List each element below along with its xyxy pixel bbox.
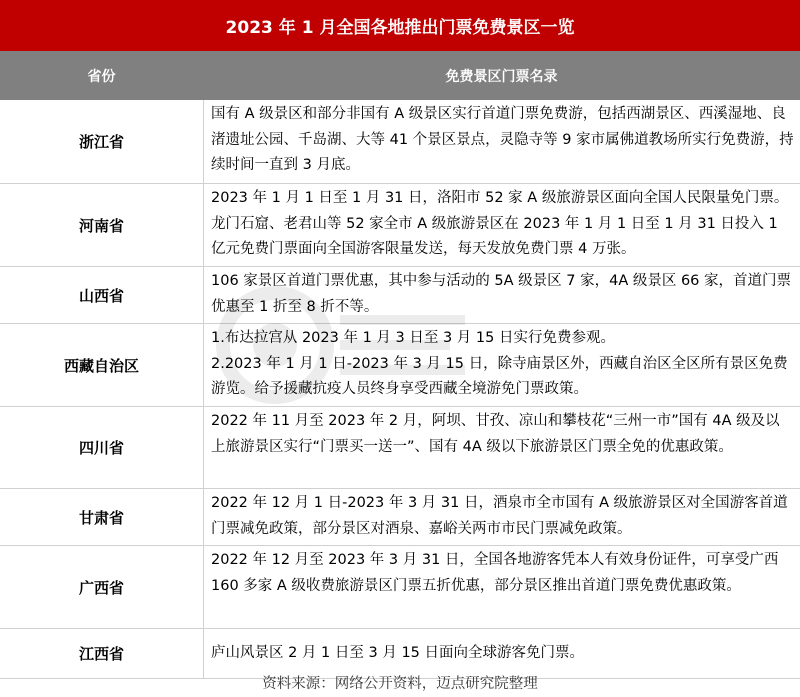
province-cell: 山西省 (78, 286, 124, 305)
description-text: 1.布达拉宫从 2023 年 1 月 3 日至 3 月 15 日实行免费参观。 (211, 330, 615, 346)
table-row (0, 324, 800, 407)
free-scenic-description (203, 267, 800, 323)
description-text: 2022 年 12 月至 2023 年 3 月 31 日，全国各地游客凭本人有效身份证件，可享受广西 160 多家 A 级收费旅游景区门票五折优惠，部分景区推出首道门票免费优惠政策。 (211, 552, 779, 594)
free-scenic-description (203, 489, 800, 545)
table-row (0, 546, 800, 629)
table-row (0, 489, 800, 546)
description-text: 2023 年 1 月 1 日至 1 月 31 日，洛阳市 52 家 A 级旅游景区面向全国人民限量免门票。龙门石窟、老君山等 52 家全市 A 级旅游景区在 2023 年 1 月 1 日至 1 月 31 日投入 1 亿元免费门票面向全国游客限量发送，每天发放免费门票 4 万张。 (211, 190, 789, 258)
header-free-list: 免费景区门票名录 (445, 68, 558, 85)
free-scenic-description (203, 100, 800, 183)
description-text: 庐山风景区 2 月 1 日至 3 月 15 日面向全球游客免门票。 (211, 644, 584, 661)
description-text: 国有 A 级景区和部分非国有 A 级景区实行首道门票免费游，包括西湖景区、西溪湿地、良渚遗址公园、千岛湖、大等 41 个景区景点，灵隐寺等 9 家市属佛道教场所实行免费游，持续时间一直到 3 月底。 (211, 106, 794, 174)
description-text: 2022 年 11 月至 2023 年 2 月，阿坝、甘孜、凉山和攀枝花“三州一市”国有 4A 级及以上旅游景区实行“门票买一送一”、国有 4A 级以下旅游景区门票全免的优惠政策。 (211, 413, 780, 455)
province-cell: 河南省 (78, 216, 124, 235)
source-note: 资料来源：网络公开资料，迈点研究院整理 (262, 675, 538, 692)
table-title (0, 0, 800, 51)
province-cell: 江西省 (78, 645, 124, 663)
description-text: 106 家景区首道门票优惠，其中参与活动的 5A 级景区 7 家，4A 级景区 66 家，首道门票优惠至 1 折至 8 折不等。 (211, 273, 792, 315)
province-cell: 浙江省 (78, 133, 124, 151)
province-cell: 四川省 (78, 439, 124, 457)
free-scenic-description (203, 407, 800, 488)
table-body (0, 100, 800, 679)
free-scenic-description (203, 324, 800, 406)
province-cell: 西藏自治区 (63, 356, 139, 375)
table-row (0, 100, 800, 184)
table-row (0, 184, 800, 267)
free-scenic-description (203, 184, 800, 266)
table-row (0, 267, 800, 324)
table-row (0, 407, 800, 489)
header-province: 省份 (87, 68, 116, 85)
province-cell: 甘肃省 (78, 508, 124, 527)
description-text: 2022 年 12 月 1 日-2023 年 3 月 31 日，酒泉市全市国有 A 级旅游景区对全国游客首道门票减免政策，部分景区对酒泉、嘉峪关两市市民门票减免政策。 (211, 495, 788, 537)
province-cell: 广西省 (78, 578, 124, 597)
description-text: 2.2023 年 1 月 1 日-2023 年 3 月 15 日，除寺庙景区外，西藏自治区全区所有景区免费游览。给予援藏抗疫人员终身享受西藏全境游免门票政策。 (211, 355, 788, 398)
table-header (0, 51, 800, 100)
free-scenic-description (203, 546, 800, 628)
table-title-text: 2023 年 1 月全国各地推出门票免费景区一览 (225, 18, 575, 38)
